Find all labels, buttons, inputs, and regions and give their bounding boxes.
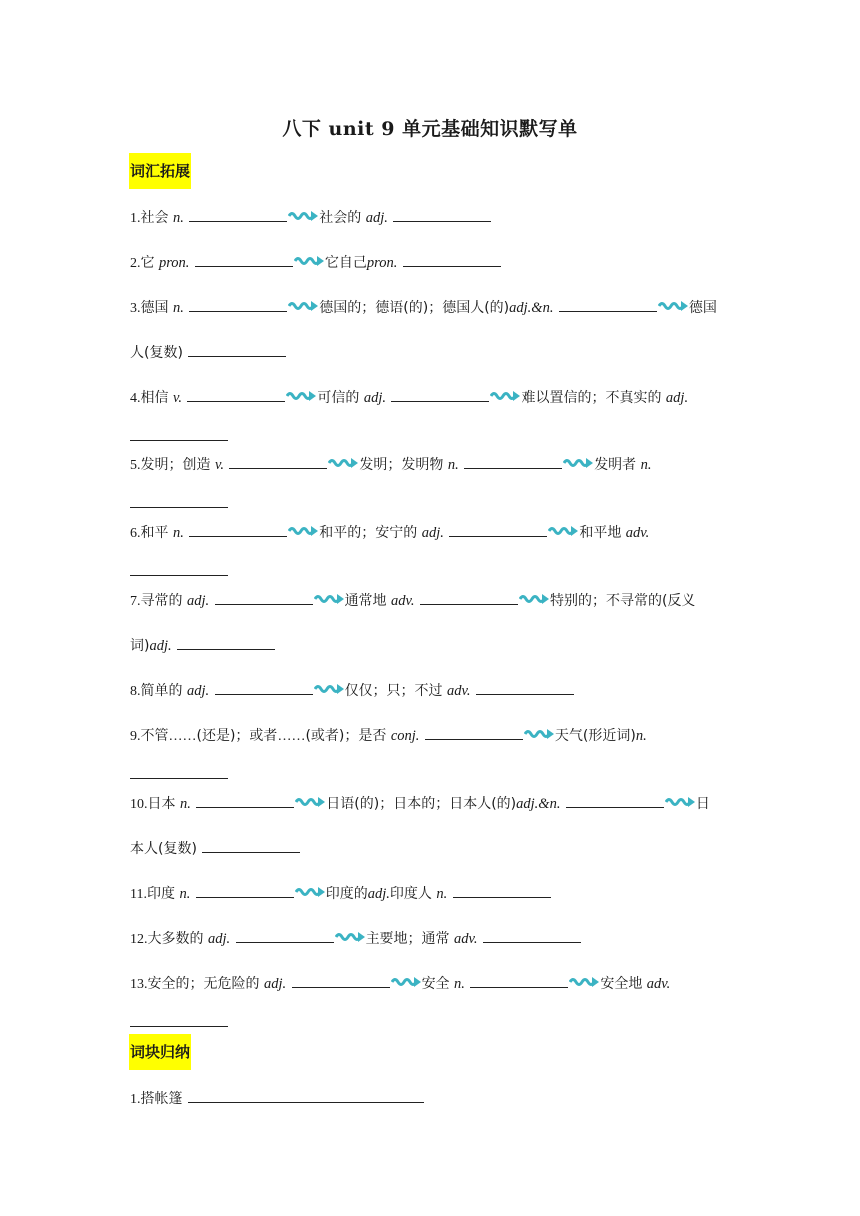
- wavy-arrow-icon: [569, 975, 600, 989]
- vocab-item-5-continued: [130, 493, 229, 514]
- part-of-speech: pron.: [366, 255, 398, 271]
- chinese-word: 社会的: [319, 210, 362, 226]
- chinese-word: 天气(形近词): [554, 728, 636, 744]
- answer-blank[interactable]: [566, 793, 664, 808]
- chinese-word: 和平: [140, 525, 169, 541]
- item-number: 4.: [130, 391, 141, 406]
- vocab-item-8: [130, 680, 575, 702]
- chinese-word: 本人(复数): [130, 841, 197, 857]
- part-of-speech: n.: [454, 976, 465, 992]
- part-of-speech: adv.: [447, 683, 471, 699]
- wavy-arrow-icon: [288, 524, 319, 538]
- item-number: 8.: [130, 684, 141, 699]
- wavy-arrow-icon: [658, 299, 689, 313]
- answer-blank[interactable]: [196, 883, 294, 898]
- section-heading-phrases: 词块归纳: [129, 1034, 191, 1070]
- wavy-arrow-icon: [295, 795, 326, 809]
- chinese-word: 可信的: [317, 390, 360, 406]
- chinese-word: 大多数的: [147, 931, 204, 947]
- chinese-word: 特别的；不寻常的(反义: [549, 593, 696, 609]
- chinese-word: 它: [140, 255, 155, 271]
- chinese-word: 发明者: [594, 457, 637, 473]
- answer-blank[interactable]: [403, 252, 501, 267]
- vocab-item-7-continued: [130, 635, 276, 656]
- part-of-speech: adv.: [646, 976, 671, 992]
- wavy-arrow-icon: [314, 592, 345, 606]
- vocab-item-11: [130, 883, 552, 905]
- part-of-speech: adj.: [367, 886, 390, 902]
- vocab-item-13: [130, 973, 670, 995]
- answer-blank[interactable]: [189, 207, 287, 222]
- item-number: 3.: [130, 301, 141, 316]
- vocab-item-10: [130, 793, 710, 815]
- answer-blank[interactable]: [393, 207, 491, 222]
- answer-blank[interactable]: [453, 883, 551, 898]
- item-number: 7.: [130, 594, 141, 609]
- chinese-word: 寻常的: [140, 593, 183, 609]
- chinese-word: 简单的: [140, 683, 183, 699]
- part-of-speech: adj.&n.: [516, 796, 561, 812]
- chinese-word: (或者)；是否: [305, 728, 387, 744]
- part-of-speech: n.: [447, 457, 459, 473]
- answer-blank[interactable]: [188, 342, 286, 357]
- chinese-word: 德国: [688, 300, 717, 316]
- chinese-word: 安全: [421, 976, 450, 992]
- wavy-arrow-icon: [314, 682, 345, 696]
- wavy-arrow-icon: [563, 456, 594, 470]
- item-number: 13.: [130, 977, 148, 992]
- chinese-word: 主要地；通常: [365, 931, 450, 947]
- vocab-item-12: [130, 928, 582, 950]
- chinese-word: 印度人: [389, 886, 432, 902]
- part-of-speech: n.: [172, 525, 184, 541]
- ellipsis: ……: [168, 729, 197, 744]
- chinese-word: 德国的；德语(的)；德国人(的): [319, 300, 510, 316]
- answer-blank[interactable]: [229, 454, 327, 469]
- section-heading-vocab: 词汇拓展: [129, 153, 191, 189]
- vocab-item-7: [130, 590, 695, 612]
- chinese-word: 德国: [140, 300, 169, 316]
- answer-blank[interactable]: [464, 454, 562, 469]
- answer-blank[interactable]: [196, 793, 294, 808]
- wavy-arrow-icon: [294, 254, 325, 268]
- part-of-speech: adj.: [421, 525, 444, 541]
- phrase-item-1: [130, 1088, 425, 1110]
- ellipsis: ……: [277, 729, 306, 744]
- chinese-word: 日语(的)；日本的；日本人(的): [326, 796, 517, 812]
- answer-blank[interactable]: [215, 590, 313, 605]
- item-number: 10.: [130, 797, 148, 812]
- chinese-word: 日: [695, 796, 710, 812]
- part-of-speech: n.: [640, 457, 652, 473]
- part-of-speech: n.: [635, 728, 647, 744]
- part-of-speech: adj.: [363, 390, 387, 406]
- wavy-arrow-icon: [288, 299, 319, 313]
- vocab-item-3: [130, 297, 717, 319]
- chinese-word: 和平的；安宁的: [319, 525, 418, 541]
- part-of-speech: adv.: [454, 931, 478, 947]
- chinese-word: 人(复数): [130, 345, 183, 361]
- chinese-word: 通常地: [344, 593, 387, 609]
- chinese-word: 词): [130, 638, 150, 654]
- part-of-speech: adj.: [207, 931, 231, 947]
- answer-blank[interactable]: [202, 838, 300, 853]
- answer-blank[interactable]: [130, 561, 228, 576]
- answer-blank[interactable]: [130, 764, 228, 779]
- wavy-arrow-icon: [295, 885, 326, 899]
- part-of-speech: adj.: [186, 593, 210, 609]
- item-number: 11.: [130, 887, 147, 902]
- answer-blank[interactable]: [476, 680, 574, 695]
- answer-blank[interactable]: [130, 426, 228, 441]
- answer-blank[interactable]: [130, 1012, 228, 1027]
- vocab-item-1: [130, 207, 492, 229]
- wavy-arrow-icon: [391, 975, 422, 989]
- answer-blank[interactable]: [187, 387, 285, 402]
- answer-blank[interactable]: [391, 387, 489, 402]
- item-number: 6.: [130, 526, 141, 541]
- vocab-item-6: [130, 522, 649, 544]
- item-number: 5.: [130, 458, 141, 473]
- vocab-item-6-continued: [130, 561, 229, 582]
- part-of-speech: adj.: [186, 683, 210, 699]
- chinese-word: 相信: [140, 390, 169, 406]
- answer-blank[interactable]: [189, 522, 287, 537]
- part-of-speech: adv.: [391, 593, 415, 609]
- answer-blank[interactable]: [236, 928, 334, 943]
- answer-blank[interactable]: [292, 973, 390, 988]
- vocab-item-3-continued: [130, 342, 287, 363]
- chinese-word: 难以置信的；不真实的: [521, 390, 662, 406]
- vocab-item-10-continued: [130, 838, 301, 859]
- answer-blank[interactable]: [189, 297, 287, 312]
- wavy-arrow-icon: [519, 592, 550, 606]
- wavy-arrow-icon: [328, 456, 359, 470]
- item-number: 1.: [130, 211, 141, 226]
- answer-blank[interactable]: [425, 725, 523, 740]
- part-of-speech: n.: [179, 886, 191, 902]
- part-of-speech: n.: [436, 886, 448, 902]
- chinese-word: 安全地: [600, 976, 643, 992]
- vocab-item-4-continued: [130, 426, 229, 447]
- chinese-word: 发明；创造: [140, 457, 211, 473]
- chinese-word: 不管: [140, 728, 169, 744]
- vocab-item-13-continued: [130, 1012, 229, 1033]
- page-title: 八下 unit 9 单元基础知识默写单: [282, 118, 578, 140]
- part-of-speech: n.: [172, 300, 184, 316]
- part-of-speech: adj.: [149, 638, 172, 654]
- answer-blank[interactable]: [188, 1088, 424, 1103]
- item-number: 1.: [130, 1092, 141, 1107]
- chinese-word: 发明；发明物: [359, 457, 444, 473]
- wavy-arrow-icon: [335, 930, 366, 944]
- answer-blank[interactable]: [130, 493, 228, 508]
- chinese-word: 它自己: [324, 255, 367, 271]
- answer-blank[interactable]: [559, 297, 657, 312]
- item-number: 2.: [130, 256, 141, 271]
- chinese-word: 仅仅；只；不过: [344, 683, 443, 699]
- wavy-arrow-icon: [548, 524, 579, 538]
- chinese-word: 印度的: [325, 886, 368, 902]
- chinese-word: 印度: [146, 886, 175, 902]
- chinese-word: 日本: [147, 796, 176, 812]
- part-of-speech: conj.: [390, 728, 420, 744]
- wavy-arrow-icon: [288, 209, 319, 223]
- wavy-arrow-icon: [524, 727, 555, 741]
- item-number: 12.: [130, 932, 148, 947]
- answer-blank[interactable]: [420, 590, 518, 605]
- chinese-word: 和平地: [579, 525, 622, 541]
- part-of-speech: adj.&n.: [509, 300, 554, 316]
- vocab-item-9: [130, 725, 647, 747]
- part-of-speech: n.: [179, 796, 191, 812]
- vocab-item-5: [130, 454, 652, 476]
- part-of-speech: n.: [172, 210, 184, 226]
- part-of-speech: adj.: [263, 976, 287, 992]
- chinese-phrase: 搭帐篷: [140, 1091, 183, 1107]
- item-number: 9.: [130, 729, 141, 744]
- part-of-speech: v.: [172, 390, 182, 406]
- wavy-arrow-icon: [286, 389, 317, 403]
- vocab-item-9-continued: [130, 764, 229, 785]
- chinese-word: 社会: [140, 210, 169, 226]
- part-of-speech: pron.: [158, 255, 190, 271]
- chinese-word: (还是)；或者: [196, 728, 278, 744]
- wavy-arrow-icon: [665, 795, 696, 809]
- answer-blank[interactable]: [215, 680, 313, 695]
- answer-blank[interactable]: [177, 635, 275, 650]
- part-of-speech: adj.: [365, 210, 388, 226]
- wavy-arrow-icon: [490, 389, 521, 403]
- part-of-speech: v.: [214, 457, 224, 473]
- vocab-item-2: [130, 252, 502, 274]
- part-of-speech: adv.: [625, 525, 650, 541]
- chinese-word: 安全的；无危险的: [147, 976, 260, 992]
- part-of-speech: adj.: [665, 390, 689, 406]
- answer-blank[interactable]: [470, 973, 568, 988]
- answer-blank[interactable]: [483, 928, 581, 943]
- answer-blank[interactable]: [195, 252, 293, 267]
- vocab-item-4: [130, 387, 688, 409]
- answer-blank[interactable]: [449, 522, 547, 537]
